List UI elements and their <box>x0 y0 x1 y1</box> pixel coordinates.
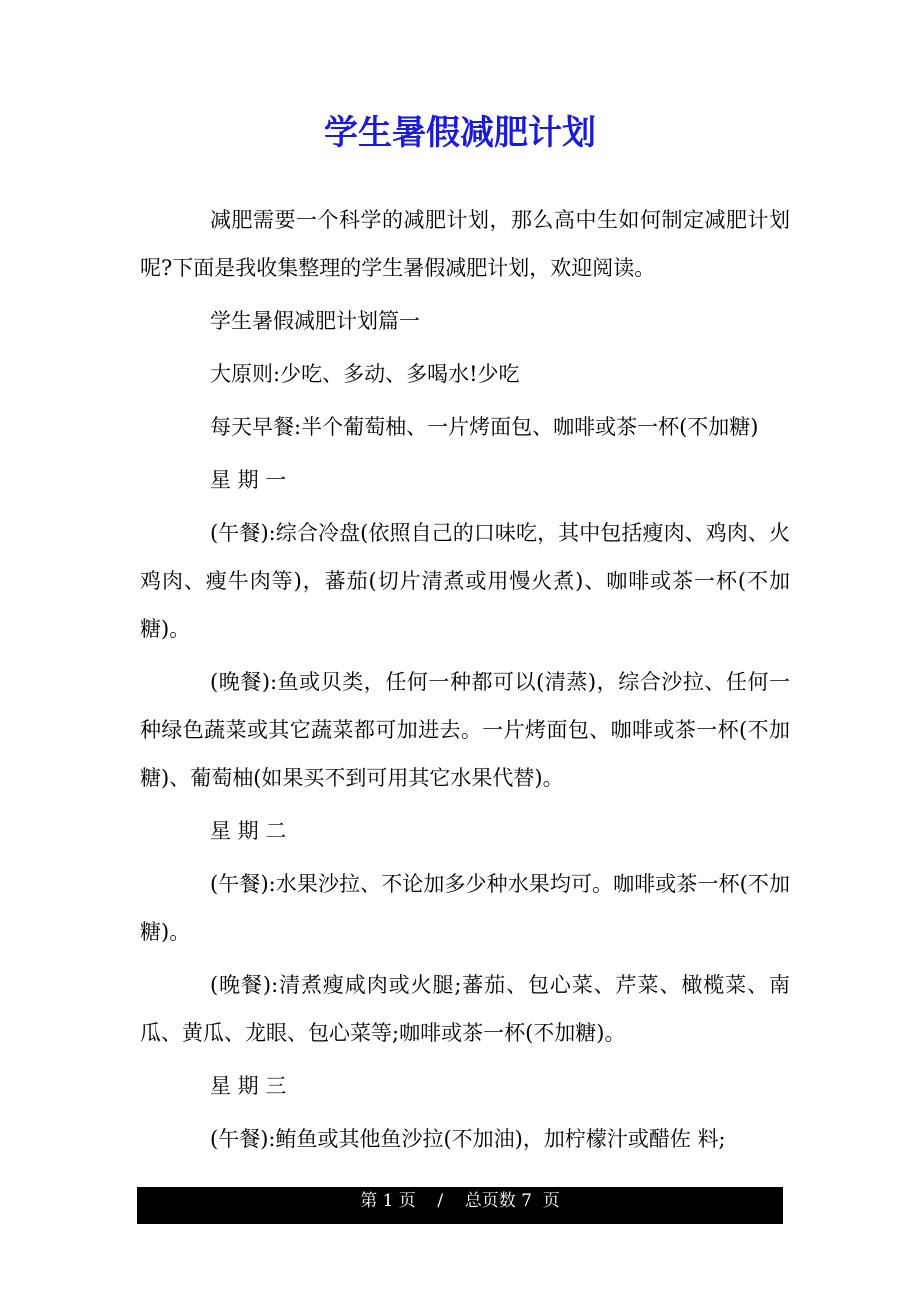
paragraph-monday-dinner: (晚餐):鱼或贝类，任何一种都可以(清蒸)，综合沙拉、任何一种绿色蔬菜或其它蔬菜都可加进去。一片烤面包、咖啡或茶一杯(不加糖)、葡萄柚(如果买不到可用其它水果代替)。 <box>140 670 790 790</box>
section-heading-part-one: 学生暑假减肥计划篇一 <box>210 309 420 333</box>
paragraph-tuesday-dinner: (晚餐):清煮瘦咸肉或火腿;蕃茄、包心菜、芹菜、橄榄菜、南瓜、黄瓜、龙眼、包心菜等;咖啡或茶一杯(不加糖)。 <box>140 973 790 1045</box>
paragraph-tuesday-lunch: (午餐):水果沙拉、不论加多少种水果均可。咖啡或茶一杯(不加糖)。 <box>140 872 790 944</box>
document-body <box>140 196 790 1168</box>
day-heading-tuesday: 星 期 二 <box>210 819 287 843</box>
paragraph-wednesday-lunch: (午餐):鲔鱼或其他鱼沙拉(不加油)，加柠檬汁或醋佐 料; <box>210 1127 726 1151</box>
page-footer: 第 1 页 / 总页数 7 页 <box>137 1187 783 1224</box>
paragraph-breakfast: 每天早餐:半个葡萄柚、一片烤面包、咖啡或茶一杯(不加糖) <box>210 415 759 439</box>
day-heading-monday: 星 期 一 <box>210 468 287 492</box>
document-title: 学生暑假减肥计划 <box>324 113 596 153</box>
paragraph-principle: 大原则:少吃、多动、多喝水!少吃 <box>210 362 520 386</box>
paragraph-monday-lunch: (午餐):综合冷盘(依照自己的口味吃，其中包括瘦肉、鸡肉、火鸡肉、瘦牛肉等)，蕃茄(切片清煮或用慢火煮)、咖啡或茶一杯(不加糖)。 <box>140 521 790 641</box>
day-heading-wednesday: 星 期 三 <box>210 1074 287 1098</box>
paragraph-intro: 减肥需要一个科学的减肥计划，那么高中生如何制定减肥计划呢?下面是我收集整理的学生暑假减肥计划，欢迎阅读。 <box>140 208 790 280</box>
